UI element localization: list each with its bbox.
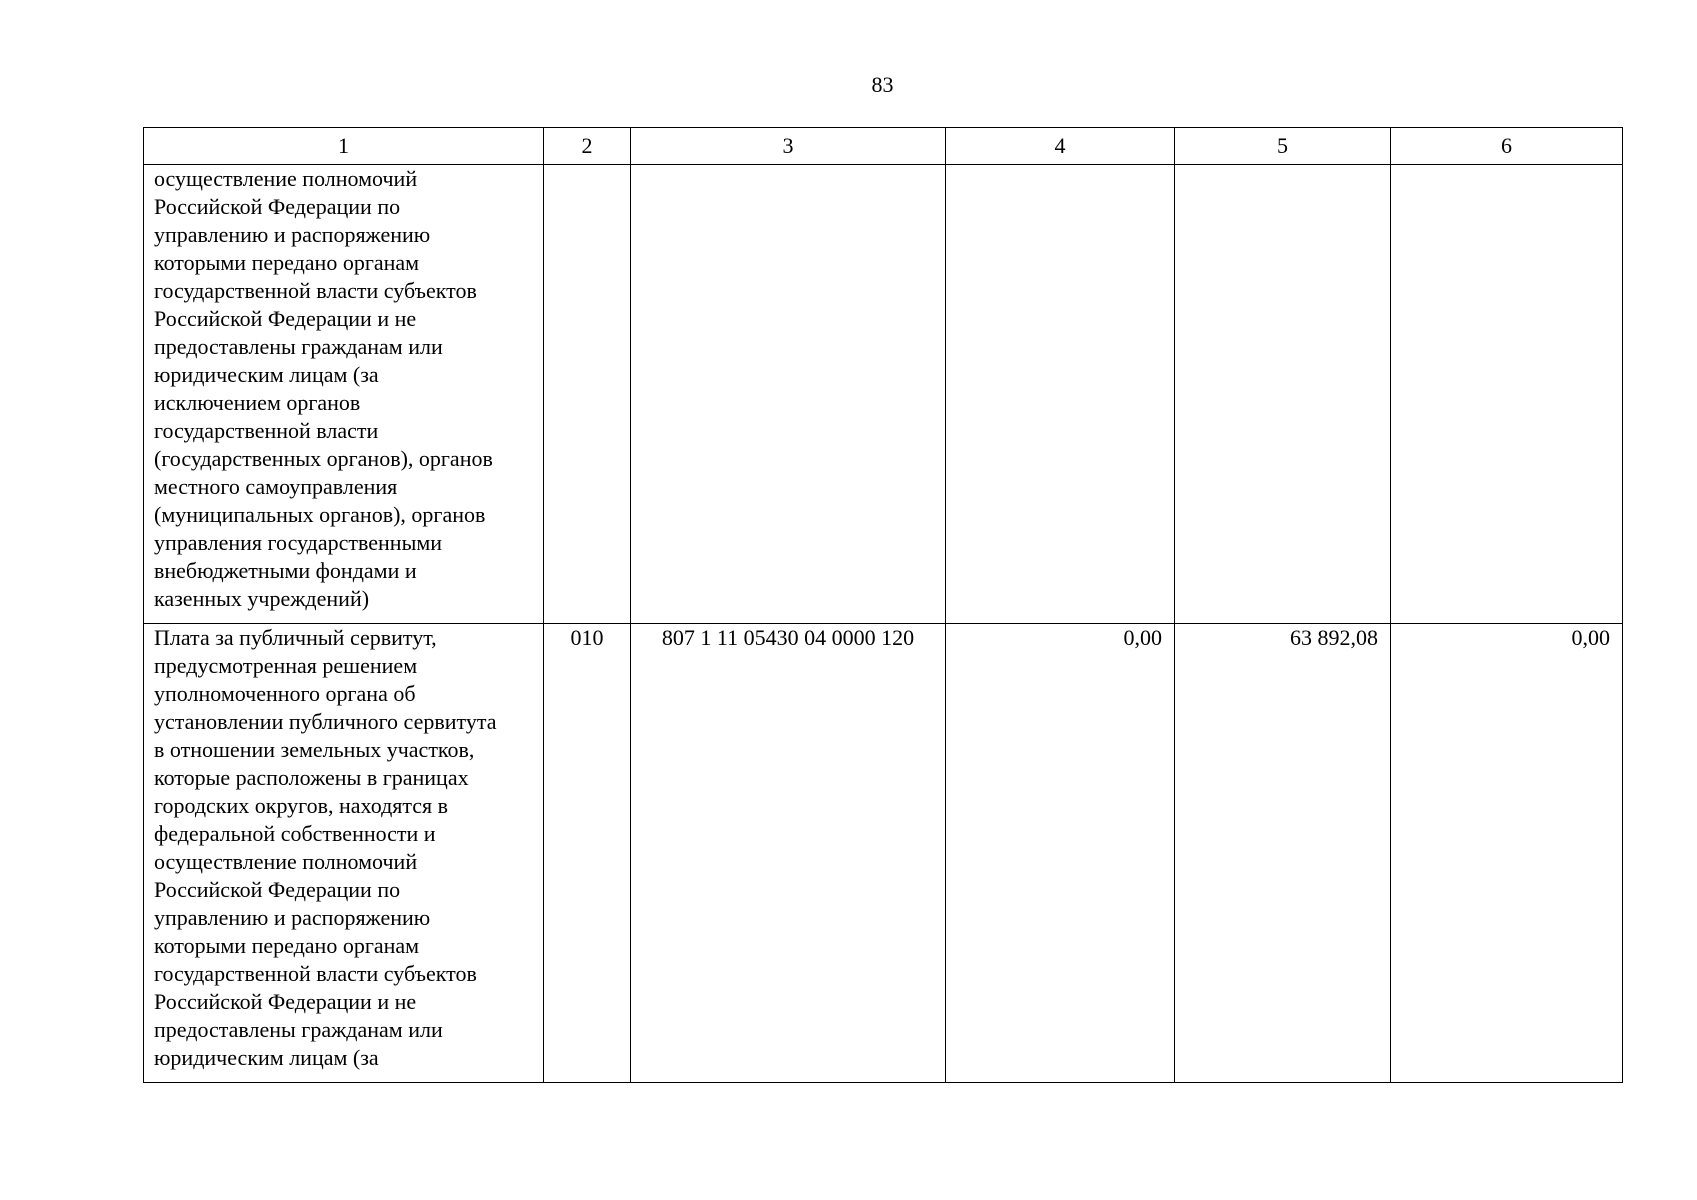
row-col6 bbox=[1391, 165, 1623, 624]
header-col-1: 1 bbox=[144, 128, 544, 165]
header-col-3: 3 bbox=[631, 128, 946, 165]
row-col5 bbox=[1175, 165, 1391, 624]
row-description-cell bbox=[144, 624, 544, 1083]
row-kbk bbox=[631, 165, 946, 624]
row-col6: 0,00 bbox=[1391, 624, 1623, 1083]
row-col4: 0,00 bbox=[946, 624, 1175, 1083]
report-table bbox=[143, 127, 1623, 1083]
row-description-cell bbox=[144, 165, 544, 624]
header-row bbox=[144, 128, 1623, 165]
row-col5: 63 892,08 bbox=[1175, 624, 1391, 1083]
header-col-2: 2 bbox=[544, 128, 631, 165]
header-col-6: 6 bbox=[1391, 128, 1623, 165]
row-code bbox=[544, 165, 631, 624]
table-row bbox=[144, 624, 1623, 1083]
row-code: 010 bbox=[544, 624, 631, 1083]
row-description: Плата за публичный сервитут, предусмотренная решением уполномоченного органа об установлении публичного сервитута в отношении земельных участков, которые расположены в границах городских округов, находятся в федеральной собственности и осуществление полномочий Российской Федерации по управлению и распоряжению которыми передано органам государственной власти субъектов Российской Федерации и не предоставлены гражданам или юридическим лицам (за bbox=[154, 625, 497, 1070]
row-col4 bbox=[946, 165, 1175, 624]
header-col-5: 5 bbox=[1175, 128, 1391, 165]
header-col-4: 4 bbox=[946, 128, 1175, 165]
row-description: осуществление полномочий Российской Федерации по управлению и распоряжению которыми передано органам государственной власти субъектов Российской Федерации и не предоставлены гражданам или юридическим лицам (за исключением органов государственной власти (государственных органов), органов местного самоуправления (муниципальных органов), органов управления государственными внебюджетными фондами и казенных учреждений) bbox=[154, 166, 493, 611]
page-number: 83 bbox=[871, 72, 894, 97]
row-kbk: 807 1 11 05430 04 0000 120 bbox=[631, 624, 946, 1083]
table-row bbox=[144, 165, 1623, 624]
